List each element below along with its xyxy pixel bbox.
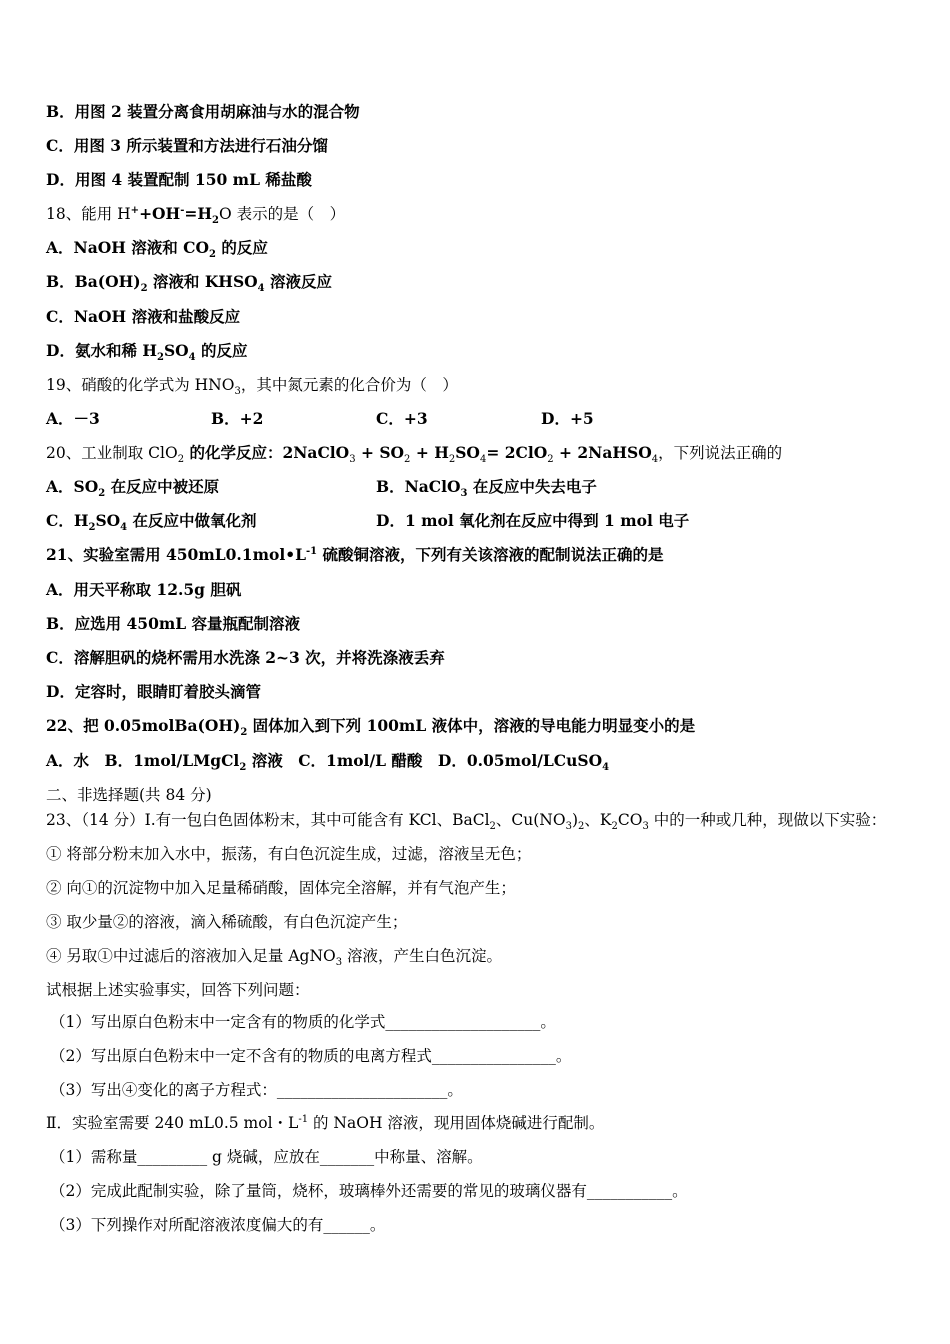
sub-question-1: （1）写出原白色粉末中一定含有的物质的化学式____________________。 — [50, 1013, 556, 1031]
q20-option-c: C．$H_2SO_4$ 在反应中做氧化剂 — [46, 511, 257, 534]
q19-option-d: D．+5 — [541, 409, 594, 428]
q21-option-d: D．定容时，眼睛盯着胶头滴管 — [46, 682, 261, 701]
q18-option-c: C．NaOH 溶液和盐酸反应 — [46, 307, 241, 326]
question-23: 23、（14 分）Ⅰ.有一包白色固体粉末，其中可能含有 KCl、BaCl$_2$、$Cu(NO_3)_2$、$K_2CO_3$ 中的一种或几种，现做以下实验： — [46, 811, 887, 833]
sub-question-3: （3）写出④变化的离子方程式：______________________。 — [50, 1081, 463, 1099]
question-21: 21、实验室需用 $450mL0.1mol•L^{-1}$ 硫酸铜溶液，下列有关该溶液的配制说法正确的是 — [46, 545, 664, 564]
q20-option-a: A．$SO_2$ 在反应中被还原 — [46, 477, 220, 500]
sub-question-2: （2）写出原白色粉末中一定不含有的物质的电离方程式________________。 — [50, 1047, 572, 1065]
question-22: 22、把 $0.05molBa(OH)_2$ 固体加入到下列 100mL 液体中，溶液的导电能力明显变小的是 — [46, 716, 696, 739]
question-20: 20、工业制取 ClO$_2$ 的化学反应：2NaClO$_3$ + $SO_2 + H_2SO_4= 2ClO_2$ + 2NaHSO$_4$，下列说法正确的 — [46, 443, 783, 466]
q17-option-c: C．用图 3 所示装置和方法进行石油分馏 — [46, 136, 328, 155]
step-2: ② 向①的沉淀物中加入足量稀硝酸，固体完全溶解，并有气泡产生； — [46, 879, 516, 897]
q22-options: A．水 B．1mol/LMgCl$_2$ 溶液 C．1mol/L 醋酸 D．0.05mol/LCuSO$_4$ — [46, 751, 610, 774]
q19-option-b: B．+2 — [211, 409, 264, 428]
step-1: ① 将部分粉末加入水中，振荡，有白色沉淀生成，过滤，溶液呈无色； — [46, 845, 532, 863]
q17-option-d: D．用图 4 装置配制 150 mL 稀盐酸 — [46, 170, 312, 189]
part-2-question-1: （1）需称量_________ g 烧碱，应放在_______中称量、溶解。 — [50, 1148, 483, 1166]
question-18: 18、能用 $H^++OH^-=H_2O$ 表示的是（ ） — [46, 204, 346, 227]
part-2-question-3: （3）下列操作对所配溶液浓度偏大的有______。 — [50, 1216, 386, 1234]
step-3: ③ 取少量②的溶液，滴入稀硫酸，有白色沉淀产生； — [46, 913, 408, 931]
q18-option-a: A．NaOH 溶液和 $CO_2$ 的反应 — [46, 238, 268, 261]
q20-option-b: B．NaClO$_3$ 在反应中失去电子 — [376, 477, 597, 500]
section-2-heading: 二、非选择题(共 84 分) — [46, 786, 212, 804]
q19-option-a: A．－3 — [46, 409, 100, 428]
q18-option-d: D．氨水和稀 $H_2SO_4$ 的反应 — [46, 341, 248, 364]
part-2-question-2: （2）完成此配制实验，除了量筒，烧杯，玻璃棒外还需要的常见的玻璃仪器有___________。 — [50, 1182, 688, 1200]
question-19: 19、硝酸的化学式为 $HNO_3$，其中氮元素的化合价为（ ） — [46, 376, 458, 398]
q21-option-c: C．溶解胆矾的烧杯需用水洗涤 2~3 次，并将洗涤液丢弃 — [46, 648, 445, 667]
instruction: 试根据上述实验事实，回答下列问题： — [46, 981, 310, 999]
q19-option-c: C．+3 — [376, 409, 428, 428]
q17-option-b: B．用图 2 装置分离食用胡麻油与水的混合物 — [46, 102, 360, 121]
q21-option-b: B．应选用 450mL 容量瓶配制溶液 — [46, 614, 301, 633]
step-4: ④ 另取①中过滤后的溶液加入足量 AgNO$_3$ 溶液，产生白色沉淀。 — [46, 947, 503, 969]
part-2-intro: Ⅱ．实验室需要 240 mL0.5 mol・$L^{-1}$ 的 NaOH 溶液，现用固体烧碱进行配制。 — [46, 1113, 605, 1132]
q18-option-b: B．$Ba(OH)_2$ 溶液和 $KHSO_4$ 溶液反应 — [46, 272, 333, 295]
q20-option-d: D．1 mol 氧化剂在反应中得到 1 mol 电子 — [376, 511, 690, 530]
q21-option-a: A．用天平称取 12.5g 胆矾 — [46, 580, 242, 599]
